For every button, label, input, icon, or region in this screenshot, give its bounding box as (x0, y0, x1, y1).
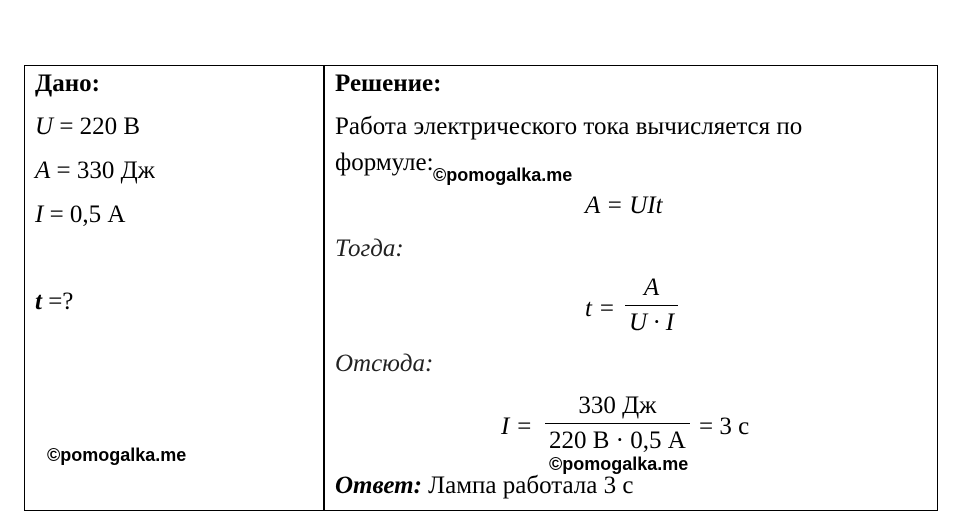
answer-label: Ответ: (335, 472, 422, 499)
formula-time-denominator: U · I (629, 309, 675, 336)
formula-result-fraction (545, 392, 690, 455)
given-current (35, 201, 125, 229)
formula-result-lhs: I = (501, 413, 533, 440)
formula-time-fraction (625, 274, 678, 337)
hence-label: Отсюда: (335, 350, 434, 377)
voltage-value: = 220 В (53, 113, 141, 140)
solution-table (24, 65, 938, 511)
then-label: Тогда: (335, 235, 404, 262)
answer-text: Лампа работала 3 с (421, 472, 634, 499)
solution-header: Решение: (335, 70, 442, 97)
work-symbol: A (35, 157, 51, 184)
given-voltage (35, 113, 140, 141)
formula-work: A = UIt (585, 192, 663, 219)
given-work (35, 157, 155, 185)
intro-line-2: формуле: (335, 149, 434, 176)
current-symbol: I (35, 201, 44, 228)
work-value: = 330 Дж (50, 157, 155, 184)
watermark-left: ©pomogalka.me (47, 445, 187, 465)
formula-result-numerator: 330 Дж (578, 392, 657, 419)
current-value: = 0,5 А (43, 201, 126, 228)
given-header: Дано: (35, 70, 100, 97)
time-question: =? (41, 288, 74, 315)
formula-result-rhs: = 3 с (699, 413, 750, 440)
formula-time-numerator: A (643, 274, 660, 301)
intro-line-1: Работа электрического тока вычисляется по (335, 113, 803, 140)
unknown-time (35, 288, 73, 316)
watermark-top: ©pomogalka.me (433, 165, 573, 185)
watermark-bottom: ©pomogalka.me (549, 454, 689, 474)
answer-line (335, 472, 633, 500)
voltage-symbol: U (35, 113, 54, 140)
formula-result-denominator: 220 В · 0,5 А (549, 427, 686, 454)
formula-time-lhs: t = (585, 295, 616, 322)
time-symbol: t (35, 288, 42, 315)
column-divider (323, 66, 325, 510)
